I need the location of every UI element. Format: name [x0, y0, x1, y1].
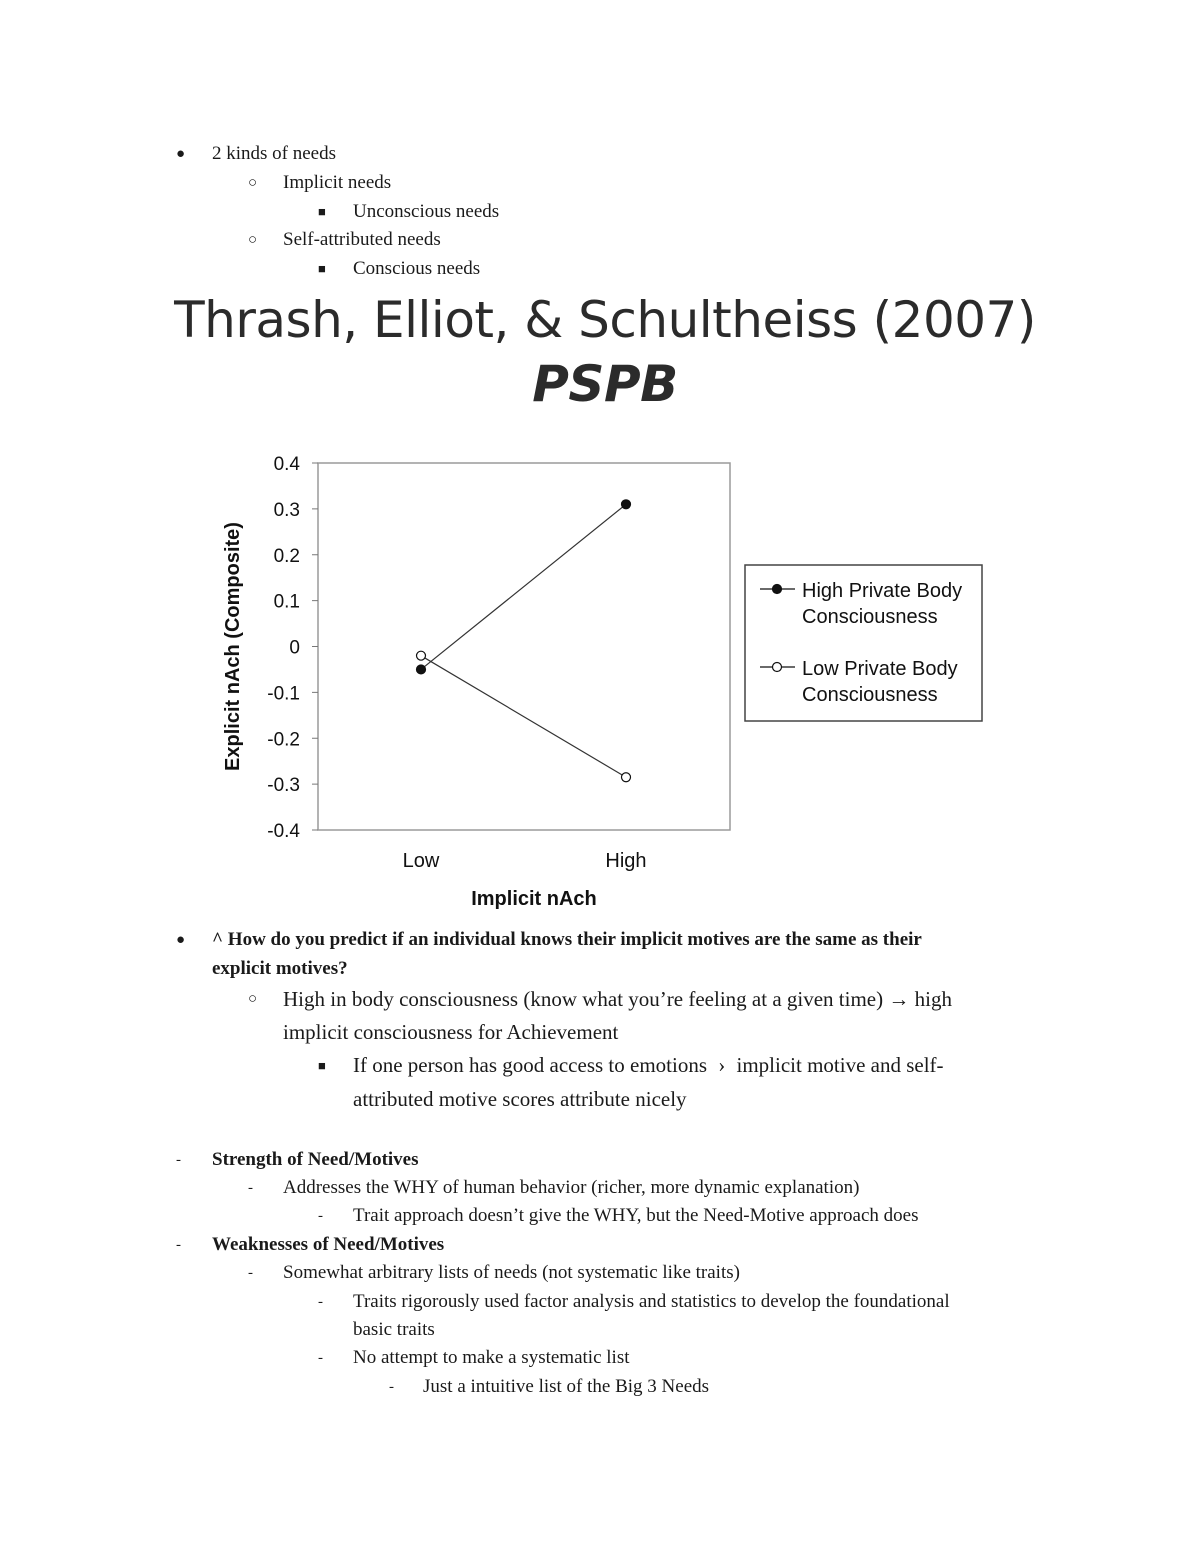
- note-item-kinds-of-needs: 2 kinds of needs: [212, 143, 337, 164]
- dash-bullet-icon: -: [318, 1208, 323, 1224]
- line-chart: [0, 440, 1200, 920]
- legend-label: Consciousness: [802, 606, 938, 628]
- x-tick-label: High: [605, 850, 647, 872]
- bullet-circle-icon: ○: [248, 232, 258, 248]
- y-tick-label: -0.4: [267, 821, 300, 842]
- note-item-unconscious-needs: Unconscious needs: [353, 201, 500, 222]
- point-high-pbc: [417, 665, 426, 674]
- answer-sub-line-1: [353, 1052, 944, 1078]
- answer-line-1: High in body consciousness (know what you’re feeling at a given time) → high: [283, 987, 952, 1011]
- point-high-pbc: [622, 500, 631, 509]
- y-tick-label: -0.3: [267, 775, 300, 797]
- y-tick-label: 0.4: [273, 454, 300, 475]
- legend-label: Low Private Body: [802, 658, 958, 680]
- y-axis-title: Explicit nAch (Composite): [222, 522, 244, 771]
- answer-line-2: implicit consciousness for Achievement: [283, 1020, 619, 1044]
- arrow-icon: ›: [718, 1053, 726, 1077]
- point-low-pbc: [417, 651, 426, 660]
- plot-area-frame: [318, 463, 730, 830]
- answer-sub-line-2: attributed motive scores attribute nicely: [353, 1087, 687, 1111]
- slide-title: Thrash, Elliot, & Schultheiss (2007): [174, 291, 1036, 349]
- legend-label: High Private Body: [802, 580, 963, 602]
- note-item-implicit-needs: Implicit needs: [283, 172, 392, 193]
- strength-point: Addresses the WHY of human behavior (richer, more dynamic explanation): [283, 1177, 860, 1198]
- dash-bullet-icon: -: [318, 1350, 323, 1366]
- point-low-pbc: [622, 773, 631, 782]
- weak-heading: Weaknesses of Need/Motives: [212, 1234, 445, 1255]
- bullet-square-icon: ■: [318, 1058, 326, 1073]
- bullet-square-icon: ■: [318, 204, 326, 219]
- dash-bullet-icon: -: [176, 1237, 181, 1253]
- weak-sub-1-line-2: basic traits: [353, 1319, 435, 1340]
- dash-bullet-icon: -: [248, 1180, 253, 1196]
- weak-sub-2: No attempt to make a systematic list: [353, 1347, 630, 1368]
- dash-bullet-icon: -: [389, 1379, 394, 1395]
- strength-sub: Trait approach doesn’t give the WHY, but the Need-Motive approach does: [353, 1205, 919, 1226]
- dash-bullet-icon: -: [318, 1294, 323, 1310]
- dash-bullet-icon: -: [176, 1152, 181, 1168]
- y-tick-label: 0.1: [273, 591, 300, 613]
- bullet-disc-icon: ●: [176, 146, 186, 162]
- x-tick-label: Low: [402, 850, 440, 872]
- legend-label: Consciousness: [802, 684, 938, 706]
- y-tick-label: -0.2: [267, 729, 300, 751]
- note-item-self-attributed-needs: Self-attributed needs: [283, 229, 441, 250]
- answer-sub-part-1: If one person has good access to emotions: [353, 1053, 707, 1077]
- y-tick-label: -0.1: [267, 683, 300, 705]
- bullet-disc-icon: ●: [176, 932, 186, 948]
- slide-subtitle: PSPB: [532, 355, 678, 413]
- strength-heading: Strength of Need/Motives: [212, 1149, 419, 1170]
- legend-swatch-marker: [773, 585, 782, 594]
- series-line-low-pbc: [421, 656, 626, 778]
- weak-sub-1-line-1: Traits rigorously used factor analysis and statistics to develop the foundational: [353, 1291, 950, 1312]
- weak-sub-2-sub: Just a intuitive list of the Big 3 Needs: [423, 1376, 710, 1397]
- note-item-conscious-needs: Conscious needs: [353, 258, 481, 279]
- question-line-2: explicit motives?: [212, 958, 348, 979]
- answer-sub-part-2: implicit motive and self-: [736, 1053, 944, 1077]
- y-tick-label: 0.3: [273, 499, 300, 521]
- legend-swatch-marker: [773, 663, 782, 672]
- weak-point: Somewhat arbitrary lists of needs (not systematic like traits): [283, 1262, 740, 1283]
- bullet-circle-icon: ○: [248, 991, 258, 1007]
- series-line-high-pbc: [421, 504, 626, 669]
- bullet-square-icon: ■: [318, 261, 326, 276]
- dash-bullet-icon: -: [248, 1265, 253, 1281]
- question-line-1: ^ How do you predict if an individual knows their implicit motives are the same as their: [212, 929, 922, 950]
- y-tick-label: 0.2: [273, 545, 300, 567]
- bullet-circle-icon: ○: [248, 175, 258, 191]
- y-tick-label: 0: [289, 637, 300, 659]
- x-axis-title: Implicit nAch: [471, 888, 597, 910]
